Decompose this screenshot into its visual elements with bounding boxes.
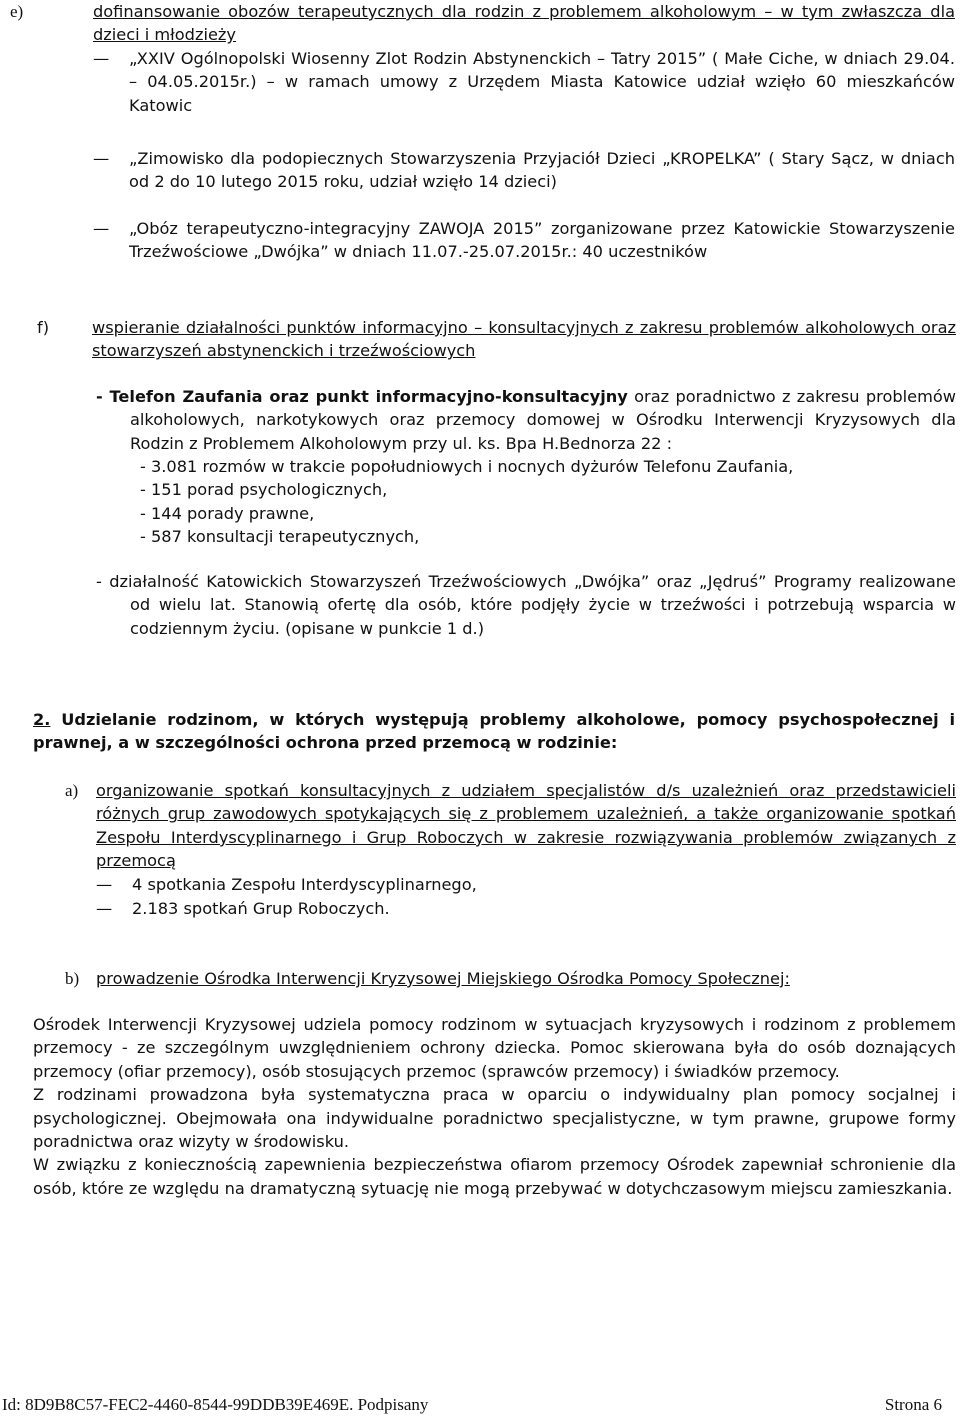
section-2a-item-text: 2.183 spotkań Grup Roboczych. — [132, 899, 390, 918]
section-e-heading: dofinansowanie obozów terapeutycznych dla rodzin z problemem alkoholowym – w tym zwłaszcza dla dzieci i młodzieży — [93, 2, 955, 45]
section-2b-paragraphs — [33, 1013, 956, 1200]
page-number: Strona 6 — [884, 1395, 942, 1414]
page-footer — [0, 1392, 960, 1416]
dash-bullet: — — [93, 219, 110, 238]
section-2a-heading: organizowanie spotkań konsultacyjnych z udziałem specjalistów d/s uzależnień oraz przedstawicieli różnych grup zawodowych spotykających się z problemem uzależnień, a także organizowanie spotkań Zespołu Interdyscyplinarnego i Grup Roboczych w zakresie rozwiązywania problemów związanych z przemocą — [96, 781, 956, 871]
phone-line-text: oraz poradnictwo z zakresu problemów alkoholowych, narkotykowych oraz przemocy domowej w Ośrodku Interwencji Kryzysowych dla Rodzin z Problemem Alkoholowym przy ul. ks. Bpa H.Bednorza 22 : — [130, 387, 956, 453]
section-2b-heading: prowadzenie Ośrodka Interwencji Kryzysowej Miejskiego Ośrodka Pomocy Społecznej: — [96, 969, 790, 988]
body-paragraph: Z rodzinami prowadzona była systematyczna praca w oparciu o indywidualny plan pomocy socjalnej i psychologicznej. Obejmowała ona indywidualne poradnictwo specjalistyczne, w tym prawne, grupowe formy poradnictwa oraz wizyty w środowisku. — [33, 1085, 956, 1152]
section-e-item — [93, 217, 955, 264]
section-2a-item — [96, 897, 956, 920]
phone-stat-item: - 144 porady prawne, — [140, 503, 315, 523]
dash-bullet: — — [93, 49, 110, 68]
associations-text: działalność Katowickich Stowarzyszeń Trzeźwościowych „Dwójka” oraz „Jędruś” Programy realizowane od wielu lat. Stanowią ofertę dla osób, które podjęły życie w trzeźwości i potrzebują wsparcia w codziennym życiu. (opisane w punkcie 1 d.) — [109, 572, 957, 638]
section-2b-label: b) — [65, 969, 80, 988]
body-paragraph: W związku z koniecznością zapewnienia bezpieczeństwa ofiarom przemocy Ośrodek zapewniał schronienie dla osób, które ze względu na dramatyczną sytuację nie mogą przebywać w dotychczasowym miejscu zamieszkania. — [33, 1155, 956, 1198]
body-paragraph: Ośrodek Interwencji Kryzysowej udziela pomocy rodzinom w sytuacjach kryzysowych i rodzinom z problemem przemocy - ze szczególnym uwzględnieniem ochrony dziecka. Pomoc skierowana była do osób doznających przemocy (ofiar przemocy), osób stosujących przemoc (sprawców przemocy) i świadków przemocy. — [33, 1015, 956, 1081]
phone-line-title: - Telefon Zaufania oraz punkt informacyjno-konsultacyjny — [96, 387, 628, 406]
section-2a-item — [96, 873, 956, 896]
phone-line-paragraph — [96, 385, 956, 455]
section-e-label: e) — [10, 2, 24, 21]
phone-stat-item: - 151 porad psychologicznych, — [140, 480, 388, 500]
section-e-item-text: „XXIV Ogólnopolski Wiosenny Zlot Rodzin Abstynenckich – Tatry 2015” ( Małe Ciche, w dniach 29.04. – 04.05.2015r.) – w ramach umowy z Urzędem Miasta Katowice udział wzięło 60 mieszkańców Katowic — [129, 49, 955, 115]
section-2-number: 2. — [33, 710, 51, 729]
section-2-title: Udzielanie rodzinom, w których występują problemy alkoholowe, pomocy psychospołecznej i prawnej, a w szczególności ochrona przed przemocą w rodzinie: — [33, 710, 955, 753]
document-id-signature: Id: 8D9B8C57-FEC2-4460-8544-99DDB39E469E. Podpisany — [2, 1395, 429, 1414]
section-2-heading — [33, 708, 955, 755]
section-e-item-text: „Obóz terapeutyczno-integracyjny ZAWOJA 2015” zorganizowane przez Katowickie Stowarzyszenie Trzeźwościowe „Dwójka” w dniach 11.07.-25.07.2015r.: 40 uczestników — [129, 219, 955, 262]
section-2a-item-text: 4 spotkania Zespołu Interdyscyplinarnego, — [132, 875, 477, 894]
associations-paragraph — [96, 570, 956, 640]
dash-bullet: — — [96, 899, 113, 918]
section-e-item — [93, 47, 955, 117]
section-f-heading: wspieranie działalności punktów informacyjno – konsultacyjnych z zakresu problemów alkoholowych oraz stowarzyszeń abstynenckich i trzeźwościowych — [92, 318, 956, 361]
phone-stats-list — [140, 455, 956, 549]
dash-bullet: — — [93, 149, 110, 168]
associations-dash: - — [96, 572, 102, 591]
dash-bullet: — — [96, 875, 113, 894]
section-f-label: f) — [37, 318, 50, 337]
phone-stat-item: - 587 konsultacji terapeutycznych, — [140, 527, 420, 547]
phone-stat-item: - 3.081 rozmów w trakcie popołudniowych i nocnych dyżurów Telefonu Zaufania, — [140, 457, 794, 476]
section-2a-label: a) — [65, 781, 79, 800]
section-e-item-text: „Zimowisko dla podopiecznych Stowarzyszenia Przyjaciół Dzieci „KROPELKA” ( Stary Sącz, w dniach od 2 do 10 lutego 2015 roku, udział wzięło 14 dzieci) — [129, 149, 955, 192]
section-e-item — [93, 147, 955, 194]
